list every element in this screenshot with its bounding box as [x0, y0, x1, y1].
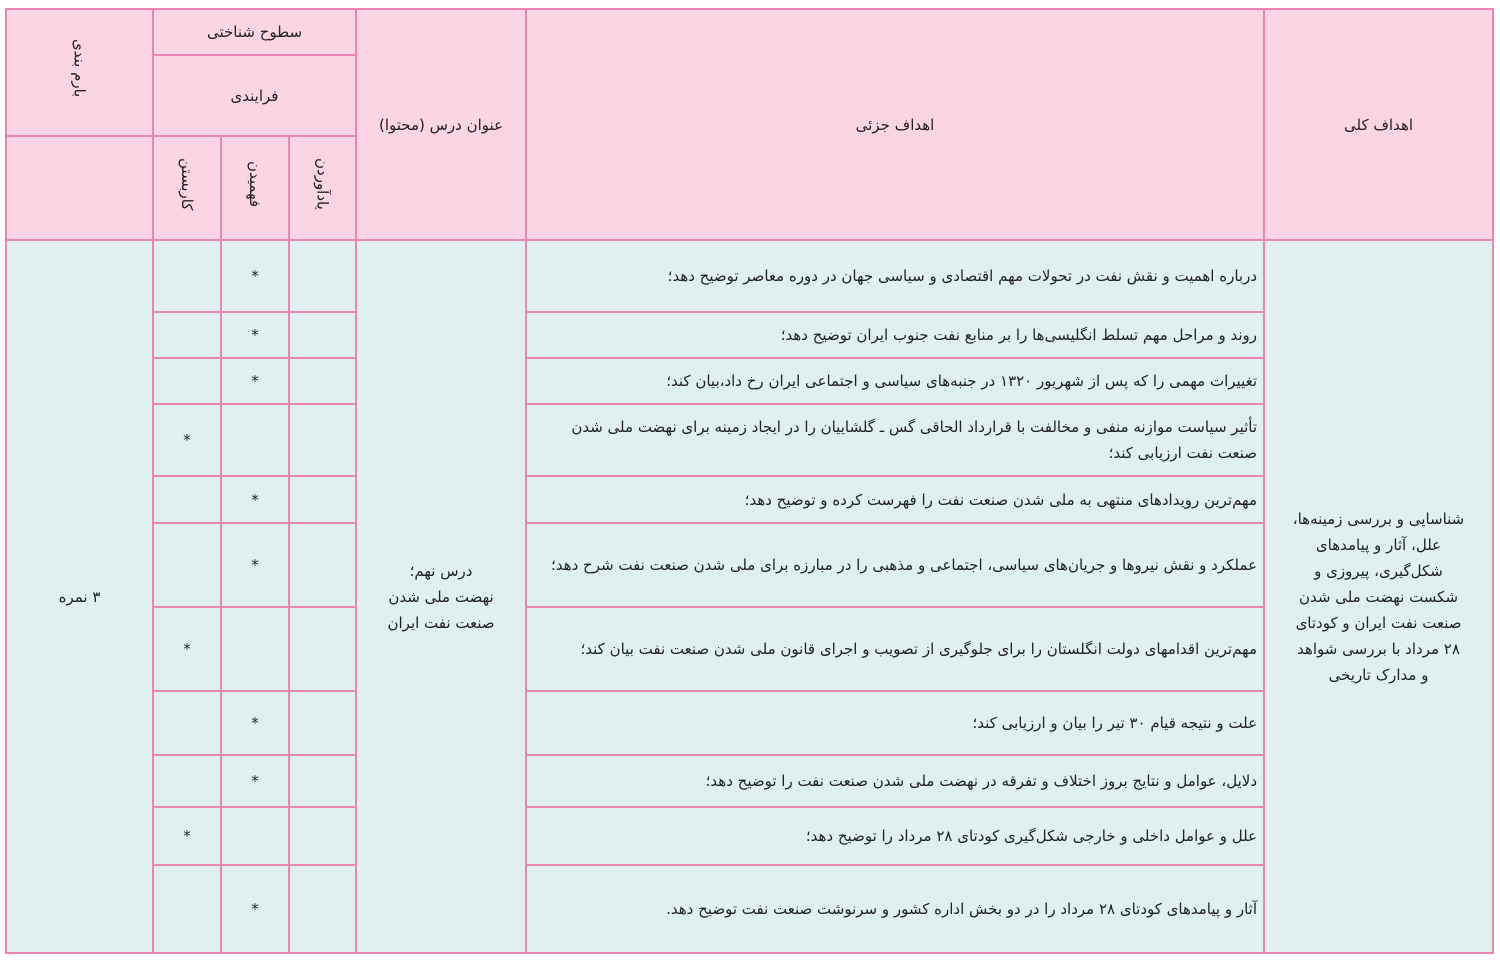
general-goal-line: ۲۸ مرداد با بررسی شواهد [1297, 639, 1460, 658]
understanding-header-cell [221, 136, 289, 240]
objective-text: علل و عوامل داخلی و خارجی شکل‌گیری کودتای ۲۸ مرداد را توضیح دهد؛ [526, 807, 1264, 865]
understanding-mark: * [221, 755, 289, 807]
applying-header-cell [153, 136, 221, 240]
understanding-mark [221, 404, 289, 476]
general-goals-cell [1264, 240, 1493, 953]
understanding-mark: * [221, 240, 289, 312]
general-goals-header: اهداف کلی [1264, 9, 1493, 240]
remembering-mark [289, 755, 356, 807]
understanding-mark: * [221, 523, 289, 607]
applying-header: کاربستن [178, 157, 196, 211]
objective-text: تغییرات مهمی را که پس از شهریور ۱۳۲۰ در جنبه‌های سیاسی و اجتماعی ایران رخ داد،بیان کند؛ [526, 358, 1264, 404]
applying-mark: * [153, 404, 221, 476]
remembering-mark [289, 476, 356, 523]
applying-mark [153, 358, 221, 404]
understanding-mark: * [221, 358, 289, 404]
remembering-mark [289, 807, 356, 865]
remembering-mark [289, 865, 356, 953]
lesson-line: نهضت ملی شدن [388, 587, 494, 606]
applying-mark [153, 755, 221, 807]
partial-goals-header: اهداف جزئی [526, 9, 1264, 240]
remembering-mark [289, 404, 356, 476]
table-row [6, 240, 1493, 312]
applying-mark [153, 523, 221, 607]
objectives-table-container [5, 8, 1492, 954]
objective-text: آثار و پیامدهای کودتای ۲۸ مرداد را در دو بخش اداره کشور و سرنوشت صنعت نفت توضیح دهد. [526, 865, 1264, 953]
remembering-header: یادآوردن [313, 158, 332, 210]
understanding-mark: * [221, 691, 289, 755]
understanding-mark: * [221, 865, 289, 953]
objective-text: درباره اهمیت و نقش نفت در تحولات مهم اقتصادی و سیاسی جهان در دوره معاصر توضیح دهد؛ [526, 240, 1264, 312]
scoring-header-cell [6, 9, 153, 136]
objective-text: مهم‌ترین اقدامهای دولت انگلستان را برای جلوگیری از تصویب و اجرای قانون ملی شدن صنعت نفت بیان کند؛ [526, 607, 1264, 691]
general-goal-line: شناسایی و بررسی زمینه‌ها، [1292, 509, 1465, 528]
lesson-line: صنعت نفت ایران [387, 613, 495, 632]
remembering-mark [289, 358, 356, 404]
objective-text: تأثیر سیاست موازنه منفی و مخالفت با قرارداد الحاقی گس ـ گلشاییان را در ایجاد زمینه برای نهضت ملی شدن صنعت نفت ارزیابی کند؛ [526, 404, 1264, 476]
general-goal-line: و مدارک تاریخی [1328, 665, 1429, 684]
objective-text: علت و نتیجه قیام ۳۰ تیر را بیان و ارزیابی کند؛ [526, 691, 1264, 755]
understanding-header: فهمیدن [246, 160, 265, 208]
general-goal-line: شکست نهضت ملی شدن [1298, 587, 1459, 606]
remembering-mark [289, 523, 356, 607]
objective-text: روند و مراحل مهم تسلط انگلیسی‌ها را بر منابع نفت جنوب ایران توضیح دهد؛ [526, 312, 1264, 358]
applying-mark [153, 476, 221, 523]
lesson-line: درس نهم؛ [409, 561, 473, 580]
applying-mark [153, 312, 221, 358]
remembering-mark [289, 607, 356, 691]
applying-mark [153, 691, 221, 755]
lesson-title-header: عنوان درس (محتوا) [356, 9, 526, 240]
general-goal-line: شکل‌گیری، پیروزی و [1314, 561, 1443, 580]
applying-mark: * [153, 607, 221, 691]
process-header: فرایندی [153, 55, 356, 136]
applying-mark: * [153, 807, 221, 865]
objectives-table [5, 8, 1494, 954]
scoring-blank-cell [6, 136, 153, 240]
applying-mark [153, 865, 221, 953]
remembering-mark [289, 240, 356, 312]
general-goal-line: صنعت نفت ایران و کودتای [1295, 613, 1462, 632]
understanding-mark [221, 807, 289, 865]
objective-text: مهم‌ترین رویدادهای منتهی به ملی شدن صنعت نفت را فهرست کرده و توضیح دهد؛ [526, 476, 1264, 523]
remembering-mark [289, 312, 356, 358]
lesson-title-cell [356, 240, 526, 953]
objective-text: دلایل، عوامل و نتایج بروز اختلاف و تفرقه در نهضت ملی شدن صنعت نفت را توضیح دهد؛ [526, 755, 1264, 807]
score-cell: ۳ نمره [6, 240, 153, 953]
applying-mark [153, 240, 221, 312]
general-goal-line: علل، آثار و پیامدهای [1315, 535, 1442, 554]
remembering-mark [289, 691, 356, 755]
understanding-mark [221, 607, 289, 691]
understanding-mark: * [221, 312, 289, 358]
cognitive-levels-header: سطوح شناختی [153, 9, 356, 55]
scoring-header: بارم بندی [70, 39, 89, 98]
remembering-header-cell [289, 136, 356, 240]
objective-text: عملکرد و نقش نیروها و جریان‌های سیاسی، اجتماعی و مذهبی را در مبارزه برای ملی شدن صنعت نفت شرح دهد؛ [526, 523, 1264, 607]
understanding-mark: * [221, 476, 289, 523]
